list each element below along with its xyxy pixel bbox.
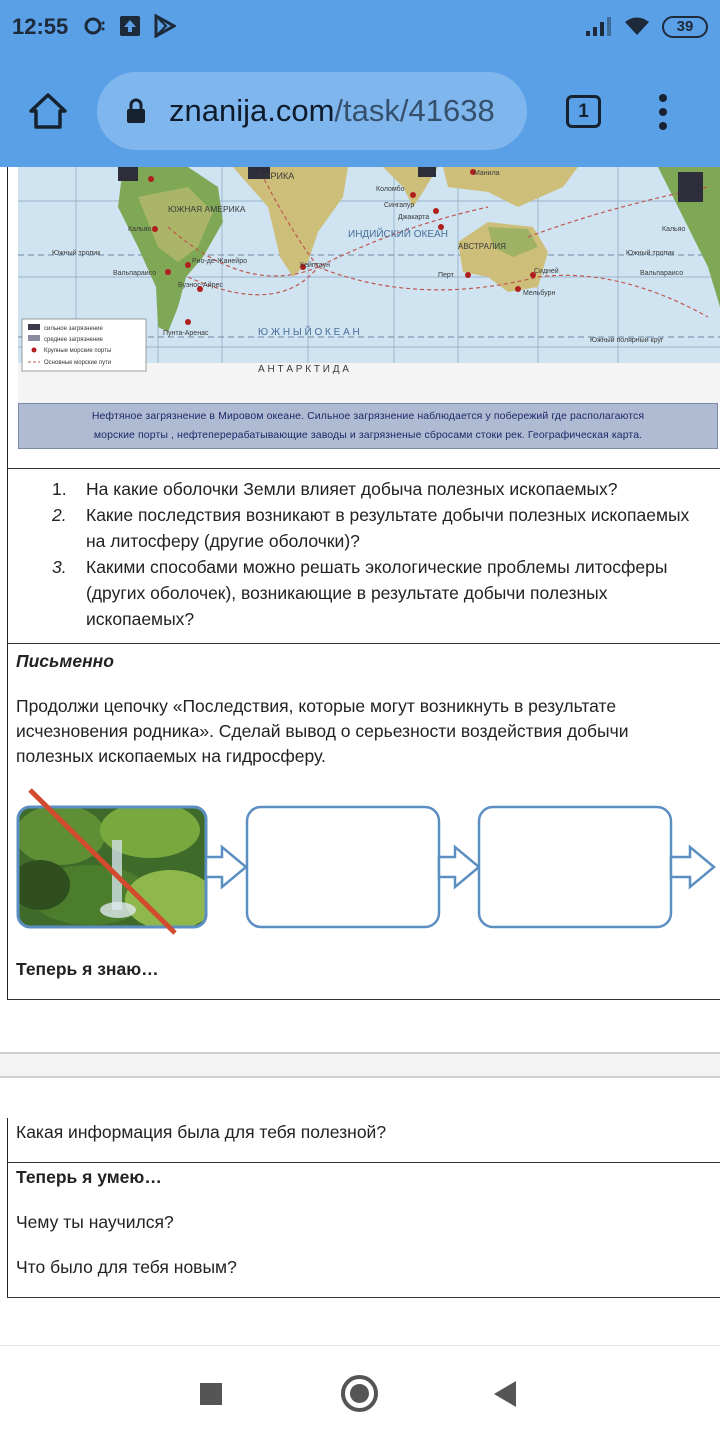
content-border bbox=[7, 1118, 8, 1298]
play-store-icon bbox=[152, 14, 176, 38]
status-time: 12:55 bbox=[12, 14, 69, 39]
home-button-icon[interactable] bbox=[341, 1375, 378, 1412]
wifi-icon bbox=[622, 14, 652, 38]
recent-apps-icon[interactable] bbox=[200, 1383, 222, 1405]
map-legend bbox=[22, 319, 146, 371]
map-label-indian-ocean: ИНДИЙСКИЙ ОКЕАН bbox=[348, 229, 448, 240]
what-learned-prompt: Чему ты научился? bbox=[16, 1212, 174, 1232]
written-task: Продолжи цепочку «Последствия, которые могут возникнуть в результате исчезновения родника». Сделай вывод о серьезности воздействия добычи полезных ископаемых на гидросферу. bbox=[16, 696, 629, 766]
question-item: 2. Какие последствия возникают в результате добычи полезных ископаемых на литосферу (другие оболочки)? bbox=[52, 505, 690, 551]
url-text[interactable] bbox=[169, 93, 514, 129]
legend-strong-pollution: сильное загрязнение bbox=[44, 326, 103, 332]
map-label-tropic-left: Южный тропик bbox=[52, 250, 101, 257]
address-bar[interactable] bbox=[97, 72, 527, 150]
map-caption-line-1: Нефтяное загрязнение в Мировом океане. Сильное загрязнение наблюдается у побережий где располагаются bbox=[91, 410, 645, 422]
url-path: /task/41638 bbox=[334, 93, 495, 128]
chain-box-1[interactable] bbox=[247, 807, 439, 927]
legend-routes: Основные морские пути bbox=[44, 360, 112, 366]
divider bbox=[7, 1297, 720, 1298]
divider bbox=[7, 999, 720, 1000]
map-label-callao-right: Кальяо bbox=[662, 226, 686, 233]
map-label-polar-circle: Южный полярный круг bbox=[590, 337, 664, 344]
battery-indicator: 39 bbox=[662, 16, 708, 38]
status-bar bbox=[0, 0, 720, 56]
chain-box-2[interactable] bbox=[479, 807, 671, 927]
map-label-rio: Рио-де-Жанейро bbox=[192, 258, 248, 265]
written-heading: Письменно bbox=[16, 651, 114, 671]
consequence-chain-diagram bbox=[0, 785, 720, 935]
now-i-can-heading: Теперь я умею… bbox=[16, 1167, 162, 1187]
map-label-melbourne: Мельбурн bbox=[523, 290, 556, 297]
map-label-perth: Перт bbox=[438, 272, 454, 279]
map-caption bbox=[18, 403, 718, 449]
question-list bbox=[18, 476, 708, 632]
map-label-valparaiso-left: Вальпараисо bbox=[113, 270, 157, 277]
page-break-band bbox=[0, 1052, 720, 1078]
signal-icon bbox=[584, 14, 614, 38]
map-label-singapore: Сингапур bbox=[384, 202, 415, 209]
map-label-southern-ocean: Ю Ж Н Ы Й О К Е А Н bbox=[258, 327, 360, 338]
legend-ports: Крупные морские порты bbox=[44, 348, 112, 354]
map-label-buenos-aires: Буэнос-Айрес bbox=[178, 282, 223, 289]
map-label-cape-town: Кейптаун bbox=[300, 262, 330, 269]
divider bbox=[7, 1162, 720, 1163]
map-label-punta-arenas: Пунта-Аренас bbox=[163, 330, 209, 337]
divider bbox=[7, 643, 720, 644]
useful-info-prompt: Какая информация была для тебя полезной? bbox=[16, 1122, 387, 1142]
map-label-australia: АВСТРАЛИЯ bbox=[458, 242, 506, 251]
question-item: 3. Какими способами можно решать экологические проблемы литосферы (других оболочек), возникающие в результате добычи полезных ископаемых? bbox=[52, 557, 668, 629]
map-label-jakarta: Джакарта bbox=[398, 214, 430, 221]
overflow-menu-icon[interactable] bbox=[654, 94, 672, 134]
map-label-colombo: Коломбо bbox=[376, 186, 405, 193]
map-label-south-america: ЮЖНАЯ АМЕРИКА bbox=[168, 204, 246, 214]
legend-medium-pollution: среднее загрязнение bbox=[44, 337, 103, 343]
map-caption-line-2: морские порты , нефтеперерабатывающие заводы и загрязненые сбросами стоки рек. Географическая карта. bbox=[93, 429, 643, 441]
lock-icon bbox=[125, 98, 147, 124]
system-navigation-bar bbox=[0, 1345, 720, 1440]
browser-chrome bbox=[0, 0, 720, 167]
map-label-sydney: Сидней bbox=[534, 268, 559, 275]
what-new-prompt: Что было для тебя новым? bbox=[16, 1257, 237, 1277]
tab-switcher-button[interactable]: 1 bbox=[566, 95, 601, 128]
spring-photo bbox=[10, 790, 215, 933]
notification-icon bbox=[82, 14, 106, 38]
question-item: 1. На какие оболочки Земли влияет добыча полезных ископаемых? bbox=[52, 479, 618, 499]
divider bbox=[7, 468, 720, 469]
map-label-tropic-right: Южный тропик bbox=[626, 250, 675, 257]
now-i-know-heading: Теперь я знаю… bbox=[16, 959, 159, 979]
back-icon[interactable] bbox=[494, 1381, 516, 1407]
upload-icon bbox=[118, 14, 142, 38]
map-label-callao-left: Кальяо bbox=[128, 226, 152, 233]
map-label-manila: Манила bbox=[474, 170, 500, 177]
home-icon[interactable] bbox=[28, 92, 68, 130]
map-label-valparaiso-right: Вальпараисо bbox=[640, 270, 684, 277]
map-label-antarctica: А Н Т А Р К Т И Д А bbox=[258, 364, 349, 375]
map-label-africa: АФРИКА bbox=[258, 171, 295, 181]
url-domain: znanija.com bbox=[169, 93, 335, 128]
